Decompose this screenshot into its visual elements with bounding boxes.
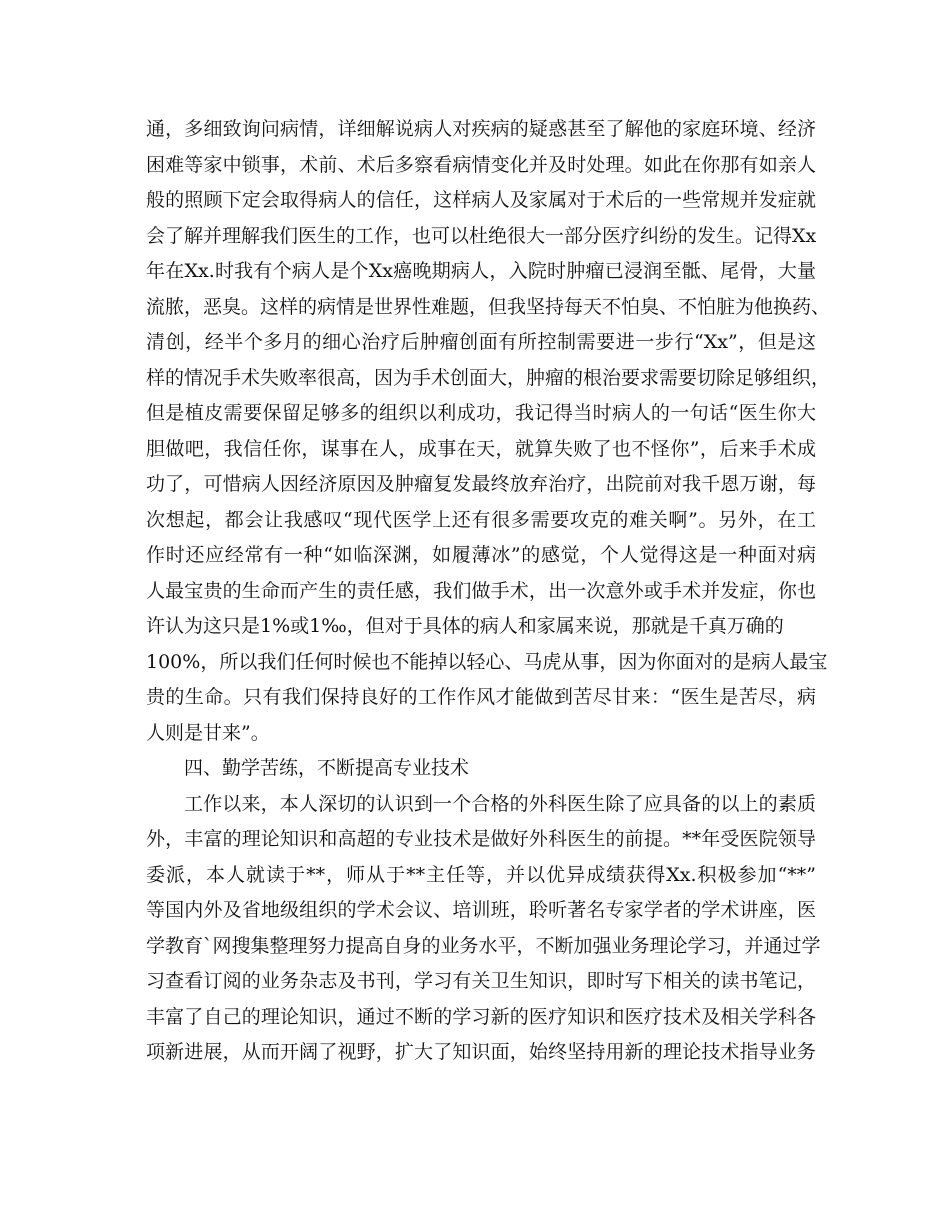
text-line: 人最宝贵的生命而产生的责任感，我们做手术，出一次意外或手术并发症，你也 xyxy=(146,579,816,602)
text-line: 许认为这只是1%或1‰，但对于具体的病人和家属来说，那就是千真万确的 xyxy=(146,615,784,637)
text-line: 会了解并理解我们医生的工作，也可以杜绝很大一部分医疗纠纷的发生。记得Xx xyxy=(146,224,817,247)
text-line: 作时还应经常有一种“如临深渊，如履薄冰”的感觉，个人觉得这是一种面对病 xyxy=(146,544,816,566)
text-line: 功了，可惜病人因经济原因及肿瘤复发最终放弃治疗，出院前对我千恩万谢，每 xyxy=(146,473,816,495)
text-line: 委派，本人就读于**，师从于**主任等，并以优异成绩获得Xx.积极参加“**” xyxy=(146,863,816,886)
body-text xyxy=(146,112,831,1071)
text-line: 工作以来，本人深切的认识到一个合格的外科医生除了应具备的以上的素质 xyxy=(184,792,816,815)
text-line: 样的情况手术失败率很高，因为手术创面大，肿瘤的根治要求需要切除足够组织， xyxy=(146,366,831,389)
text-line: 等国内外及省地级组织的学术会议、培训班，聆听著名专家学者的学术讲座，医 xyxy=(146,899,816,921)
text-line: 流脓，恶臭。这样的病情是世界性难题，但我坚持每天不怕臭、不怕脏为他换药、 xyxy=(146,295,831,318)
paragraph-end-line: 人则是甘来”。 xyxy=(146,721,270,744)
text-line: 通，多细致询问病情，详细解说病人对疾病的疑惑甚至了解他的家庭环境、经济 xyxy=(146,118,816,140)
text-line: 胆做吧，我信任你，谋事在人，成事在天，就算失败了也不怪你”，后来手术成 xyxy=(146,437,816,460)
text-line: 清创，经半个多月的细心治疗后肿瘤创面有所控制需要进一步行“Xx”，但是这 xyxy=(146,331,816,353)
text-line: 贵的生命。只有我们保持良好的工作作风才能做到苦尽甘来：“医生是苦尽，病 xyxy=(146,686,816,708)
text-line: 次想起，都会让我感叹“现代医学上还有很多需要攻克的难关啊”。另外，在工 xyxy=(146,508,816,531)
text-line: 习查看订阅的业务杂志及书刊，学习有关卫生知识，即时写下相关的读书笔记， xyxy=(146,970,816,992)
text-line: 外，丰富的理论知识和高超的专业技术是做好外科医生的前提。**年受医院领导 xyxy=(146,828,816,850)
text-line: 丰富了自己的理论知识，通过不断的学习新的医疗知识和医疗技术及相关学科各 xyxy=(146,1005,816,1028)
text-line: 学教育`网搜集整理努力提高自身的业务水平，不断加强业务理论学习，并通过学 xyxy=(146,934,821,957)
text-line: 困难等家中锁事，术前、术后多察看病情变化并及时处理。如此在你那有如亲人 xyxy=(146,153,816,176)
text-line: 100%，所以我们任何时候也不能掉以轻心、马虎从事，因为你面对的是病人最宝 xyxy=(146,650,828,673)
text-line: 般的照顾下定会取得病人的信任，这样病人及家属对于术后的一些常规并发症就 xyxy=(146,189,816,211)
text-line: 但是植皮需要保留足够多的组织以利成功，我记得当时病人的一句话“医生你大 xyxy=(146,402,816,424)
section-heading: 四、勤学苦练，不断提高专业技术 xyxy=(184,757,470,779)
text-line: 项新进展，从而开阔了视野，扩大了知识面，始终坚持用新的理论技术指导业务 xyxy=(146,1041,816,1063)
text-line: 年在Xx.时我有个病人是个Xx癌晚期病人，入院时肿瘤已浸润至骶、尾骨，大量 xyxy=(146,260,816,282)
